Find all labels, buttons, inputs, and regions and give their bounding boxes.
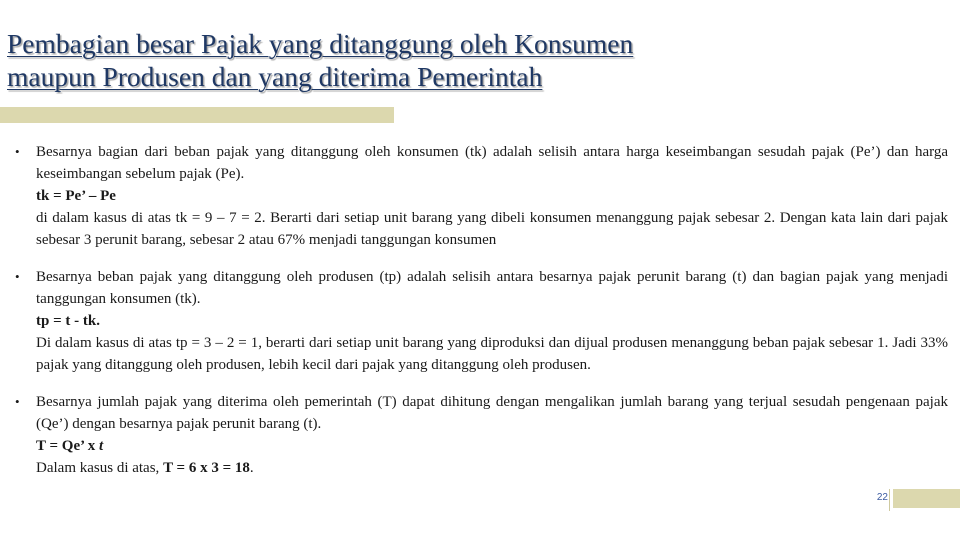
footer-accent-bar bbox=[893, 489, 960, 508]
bullet-dot-icon: • bbox=[15, 269, 20, 284]
formula-tk: tk = Pe’ – Pe bbox=[36, 188, 116, 204]
formula-t bbox=[36, 435, 948, 457]
bullet-item-government-revenue bbox=[13, 391, 948, 479]
bullet-text: Besarnya bagian dari beban pajak yang ditanggung oleh konsumen (tk) adalah selisih antara harga keseimbangan sesudah pajak (Pe’) dan harga keseimbangan sebelum pajak (Pe). bbox=[36, 144, 948, 182]
formula-tp: tp = t - tk. bbox=[36, 313, 100, 329]
formula-t-variable: t bbox=[99, 438, 104, 454]
page-number: 22 bbox=[876, 492, 888, 503]
title-line-2: maupun Produsen dan yang diterima Pemerintah bbox=[7, 61, 543, 92]
bullet-item-producer-tax bbox=[13, 266, 948, 376]
bullet-text: Besarnya jumlah pajak yang diterima oleh pemerintah (T) dapat dihitung dengan mengalikan jumlah barang yang terjual sesudah pengenaan pajak (Qe’) dengan besarnya pajak perunit barang (t). bbox=[36, 394, 948, 432]
bullet-dot-icon: • bbox=[15, 394, 20, 409]
page-number-divider bbox=[889, 489, 890, 511]
bullet-explanation: di dalam kasus di atas tk = 9 – 7 = 2. Berarti dari setiap unit barang yang dibeli konsumen menanggung pajak sebesar 2. Dengan kata lain dari pajak sebesar 3 perunit barang, sebesar 2 atau 67% menjadi tanggungan konsumen bbox=[36, 210, 948, 248]
bullet-item-consumer-tax bbox=[13, 141, 948, 251]
formula-t-prefix: T = Qe’ x bbox=[36, 438, 99, 454]
explanation-suffix: . bbox=[249, 460, 254, 476]
bullet-list bbox=[13, 141, 948, 479]
title-line-1: Pembagian besar Pajak yang ditanggung oleh Konsumen bbox=[7, 28, 634, 59]
page-title bbox=[7, 27, 867, 93]
bullet-explanation: Di dalam kasus di atas tp = 3 – 2 = 1, berarti dari setiap unit barang yang diproduksi dan dijual produsen menanggung beban pajak sebesar 1. Jadi 33% pajak yang ditanggung oleh produsen, lebih kecil dari pajak yang ditanggung oleh produsen. bbox=[36, 335, 948, 373]
title-accent-bar bbox=[0, 107, 394, 123]
bullet-dot-icon: • bbox=[15, 144, 20, 159]
explanation-result: T = 6 x 3 = 18 bbox=[163, 460, 250, 476]
bullet-explanation bbox=[36, 457, 948, 479]
bullet-text: Besarnya beban pajak yang ditanggung oleh produsen (tp) adalah selisih antara besarnya pajak perunit barang (t) dan bagian pajak yang menjadi tanggungan konsumen (tk). bbox=[36, 269, 948, 307]
explanation-prefix: Dalam kasus di atas, bbox=[36, 460, 164, 476]
